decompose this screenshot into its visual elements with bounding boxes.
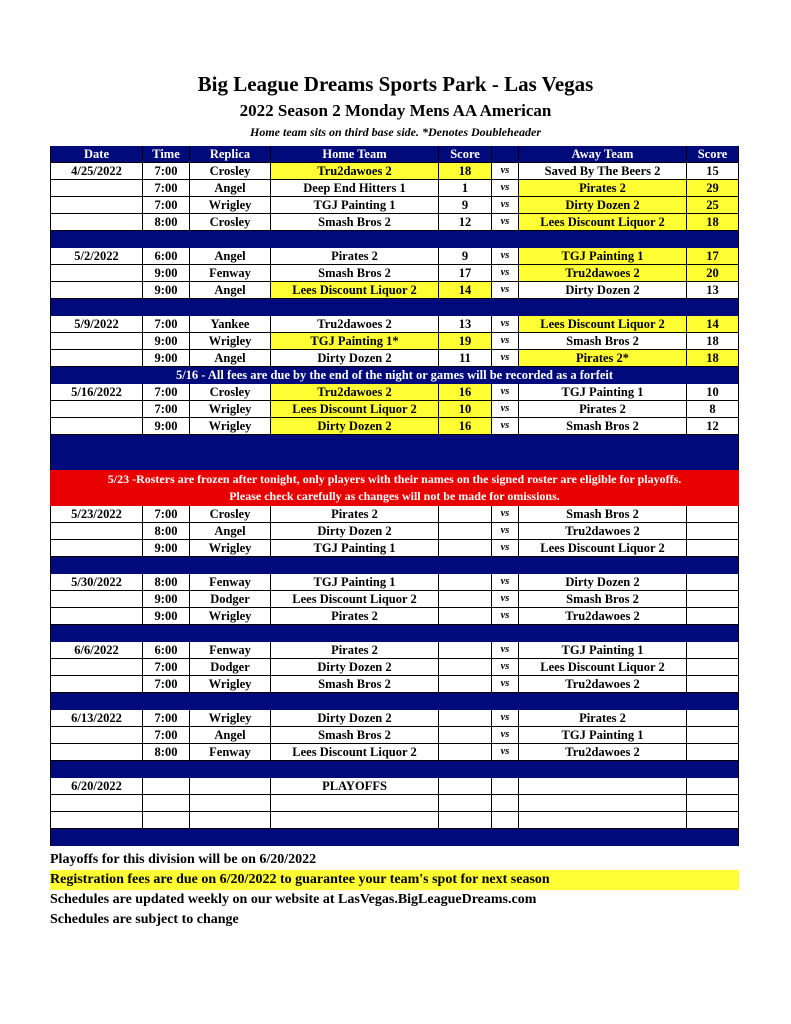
vs-cell: vs (492, 197, 519, 214)
table-row (50, 574, 739, 591)
time-cell: 7:00 (143, 384, 190, 401)
replica-cell: Angel (190, 282, 271, 299)
date-cell (50, 197, 143, 214)
vs-cell (492, 812, 519, 829)
away-score-cell (687, 591, 739, 608)
replica-cell: Angel (190, 180, 271, 197)
replica-cell: Wrigley (190, 333, 271, 350)
home-team-cell: Smash Bros 2 (271, 214, 439, 231)
vs-cell: vs (492, 401, 519, 418)
column-header: Time (143, 146, 190, 163)
home-team-cell: Tru2dawoes 2 (271, 384, 439, 401)
vs-cell: vs (492, 163, 519, 180)
home-score-cell (439, 506, 492, 523)
column-header: Score (687, 146, 739, 163)
home-score-cell: 1 (439, 180, 492, 197)
vs-cell: vs (492, 316, 519, 333)
column-header (492, 146, 519, 163)
home-team-cell: Lees Discount Liquor 2 (271, 591, 439, 608)
table-row (50, 778, 739, 795)
vs-cell: vs (492, 574, 519, 591)
replica-cell: Angel (190, 727, 271, 744)
table-row (50, 333, 739, 350)
home-score-cell: 16 (439, 418, 492, 435)
page-title: Big League Dreams Sports Park - Las Vegas (197, 72, 594, 96)
table-row (50, 248, 739, 265)
away-team-cell: Smash Bros 2 (519, 506, 687, 523)
table-row (50, 384, 739, 401)
away-team-cell: Tru2dawoes 2 (519, 523, 687, 540)
home-team-cell: Dirty Dozen 2 (271, 350, 439, 367)
home-team-cell: TGJ Painting 1 (271, 574, 439, 591)
table-row (50, 265, 739, 282)
home-score-cell: 13 (439, 316, 492, 333)
footer-change: Schedules are subject to change (50, 912, 239, 927)
time-cell: 7:00 (143, 727, 190, 744)
away-score-cell: 17 (687, 248, 739, 265)
vs-cell: vs (492, 282, 519, 299)
vs-cell: vs (492, 523, 519, 540)
page-subtitle: 2022 Season 2 Monday Mens AA American (239, 101, 552, 120)
replica-cell: Crosley (190, 384, 271, 401)
away-team-cell: Pirates 2* (519, 350, 687, 367)
home-team-cell: Tru2dawoes 2 (271, 163, 439, 180)
replica-cell: Wrigley (190, 197, 271, 214)
away-score-cell (687, 642, 739, 659)
column-header: Away Team (519, 146, 687, 163)
away-score-cell: 25 (687, 197, 739, 214)
away-score-cell (687, 676, 739, 693)
replica-cell: Wrigley (190, 540, 271, 557)
away-score-cell (687, 523, 739, 540)
replica-cell: Wrigley (190, 676, 271, 693)
date-cell (50, 591, 143, 608)
away-team-cell: Smash Bros 2 (519, 333, 687, 350)
time-cell: 7:00 (143, 710, 190, 727)
away-score-cell (687, 574, 739, 591)
home-team-cell: TGJ Painting 1 (271, 540, 439, 557)
table-row (50, 795, 739, 812)
home-team-cell: Dirty Dozen 2 (271, 523, 439, 540)
vs-cell: vs (492, 265, 519, 282)
home-team-cell: Smash Bros 2 (271, 676, 439, 693)
date-cell (50, 282, 143, 299)
table-row (50, 316, 739, 333)
away-score-cell (687, 795, 739, 812)
time-cell: 8:00 (143, 523, 190, 540)
vs-cell: vs (492, 350, 519, 367)
vs-cell: vs (492, 214, 519, 231)
away-score-cell: 18 (687, 214, 739, 231)
replica-cell (190, 795, 271, 812)
time-cell: 6:00 (143, 642, 190, 659)
home-score-cell: 11 (439, 350, 492, 367)
vs-cell: vs (492, 676, 519, 693)
separator-band (50, 299, 739, 316)
home-team-cell: Dirty Dozen 2 (271, 659, 439, 676)
time-cell: 9:00 (143, 350, 190, 367)
away-team-cell: Lees Discount Liquor 2 (519, 540, 687, 557)
replica-cell: Wrigley (190, 710, 271, 727)
home-score-cell (439, 659, 492, 676)
away-team-cell: Lees Discount Liquor 2 (519, 214, 687, 231)
replica-cell: Crosley (190, 163, 271, 180)
away-team-cell: Lees Discount Liquor 2 (519, 659, 687, 676)
table-row (50, 710, 739, 727)
home-team-cell: Tru2dawoes 2 (271, 316, 439, 333)
away-score-cell (687, 506, 739, 523)
home-score-cell (439, 710, 492, 727)
vs-cell: vs (492, 642, 519, 659)
vs-cell: vs (492, 591, 519, 608)
away-score-cell (687, 778, 739, 795)
away-score-cell (687, 812, 739, 829)
vs-cell: vs (492, 659, 519, 676)
date-cell (50, 214, 143, 231)
away-score-cell (687, 659, 739, 676)
vs-cell: vs (492, 744, 519, 761)
table-row (50, 591, 739, 608)
time-cell: 8:00 (143, 574, 190, 591)
away-team-cell: Dirty Dozen 2 (519, 197, 687, 214)
away-team-cell (519, 812, 687, 829)
home-score-cell (439, 778, 492, 795)
time-cell (143, 812, 190, 829)
away-team-cell: Pirates 2 (519, 180, 687, 197)
time-cell: 7:00 (143, 197, 190, 214)
replica-cell: Wrigley (190, 608, 271, 625)
date-cell: 5/16/2022 (50, 384, 143, 401)
away-team-cell: Dirty Dozen 2 (519, 282, 687, 299)
fee-notice: 5/16 - All fees are due by the end of the night or games will be recorded as a forfeit (50, 367, 739, 384)
home-score-cell: 16 (439, 384, 492, 401)
replica-cell: Angel (190, 523, 271, 540)
date-cell (50, 523, 143, 540)
away-score-cell: 10 (687, 384, 739, 401)
away-score-cell (687, 744, 739, 761)
time-cell (143, 795, 190, 812)
home-team-cell (271, 795, 439, 812)
replica-cell: Angel (190, 350, 271, 367)
home-score-cell (439, 608, 492, 625)
vs-cell: vs (492, 418, 519, 435)
away-team-cell (519, 795, 687, 812)
away-score-cell: 29 (687, 180, 739, 197)
home-team-cell: TGJ Painting 1 (271, 197, 439, 214)
column-header: Score (439, 146, 492, 163)
away-score-cell: 15 (687, 163, 739, 180)
separator-band (50, 625, 739, 642)
separator-band (50, 435, 739, 470)
away-team-cell: TGJ Painting 1 (519, 384, 687, 401)
table-row (50, 350, 739, 367)
table-row (50, 418, 739, 435)
replica-cell: Wrigley (190, 418, 271, 435)
home-score-cell: 9 (439, 197, 492, 214)
vs-cell: vs (492, 540, 519, 557)
replica-cell: Crosley (190, 506, 271, 523)
footer-playoffs: Playoffs for this division will be on 6/20/2022 (50, 852, 317, 867)
home-team-cell: Lees Discount Liquor 2 (271, 744, 439, 761)
home-score-cell (439, 727, 492, 744)
separator-band (50, 829, 739, 846)
home-team-cell: Pirates 2 (271, 642, 439, 659)
home-team-cell: Pirates 2 (271, 248, 439, 265)
home-score-cell: 12 (439, 214, 492, 231)
away-team-cell: Lees Discount Liquor 2 (519, 316, 687, 333)
table-row (50, 197, 739, 214)
table-header-row (50, 146, 739, 163)
roster-notice (50, 470, 739, 506)
time-cell: 7:00 (143, 676, 190, 693)
home-team-cell: TGJ Painting 1* (271, 333, 439, 350)
away-team-cell: Saved By The Beers 2 (519, 163, 687, 180)
home-team-cell: Smash Bros 2 (271, 265, 439, 282)
time-cell: 8:00 (143, 214, 190, 231)
home-score-cell (439, 591, 492, 608)
vs-cell (492, 778, 519, 795)
date-cell (50, 333, 143, 350)
home-team-cell: Dirty Dozen 2 (271, 710, 439, 727)
column-header: Home Team (271, 146, 439, 163)
time-cell: 8:00 (143, 744, 190, 761)
separator-band (50, 693, 739, 710)
time-cell: 9:00 (143, 333, 190, 350)
home-score-cell (439, 523, 492, 540)
time-cell: 9:00 (143, 282, 190, 299)
home-score-cell: 17 (439, 265, 492, 282)
home-score-cell: 14 (439, 282, 492, 299)
away-team-cell: Tru2dawoes 2 (519, 265, 687, 282)
away-team-cell (519, 778, 687, 795)
date-cell (50, 676, 143, 693)
vs-cell: vs (492, 608, 519, 625)
away-score-cell: 20 (687, 265, 739, 282)
vs-cell: vs (492, 727, 519, 744)
home-score-cell (439, 540, 492, 557)
replica-cell: Fenway (190, 744, 271, 761)
home-team-cell: Pirates 2 (271, 608, 439, 625)
home-team-cell: Smash Bros 2 (271, 727, 439, 744)
time-cell: 9:00 (143, 591, 190, 608)
date-cell (50, 418, 143, 435)
table-row (50, 727, 739, 744)
replica-cell: Dodger (190, 659, 271, 676)
away-score-cell: 18 (687, 333, 739, 350)
table-row (50, 180, 739, 197)
away-score-cell (687, 727, 739, 744)
table-row (50, 642, 739, 659)
date-cell (50, 727, 143, 744)
home-score-cell: 10 (439, 401, 492, 418)
away-team-cell: Smash Bros 2 (519, 591, 687, 608)
vs-cell (492, 795, 519, 812)
date-cell: 5/30/2022 (50, 574, 143, 591)
time-cell: 6:00 (143, 248, 190, 265)
time-cell: 7:00 (143, 316, 190, 333)
home-score-cell: 18 (439, 163, 492, 180)
replica-cell: Fenway (190, 265, 271, 282)
vs-cell: vs (492, 506, 519, 523)
roster-notice-line: 5/23 -Rosters are frozen after tonight, only players with their names on the signed roster are eligible for playoffs. (107, 472, 682, 486)
separator-band (50, 231, 739, 248)
away-team-cell: Tru2dawoes 2 (519, 744, 687, 761)
time-cell: 7:00 (143, 180, 190, 197)
away-score-cell: 18 (687, 350, 739, 367)
date-cell (50, 744, 143, 761)
home-team-cell: Lees Discount Liquor 2 (271, 282, 439, 299)
date-cell (50, 795, 143, 812)
column-header: Replica (190, 146, 271, 163)
time-cell: 7:00 (143, 163, 190, 180)
date-cell: 4/25/2022 (50, 163, 143, 180)
away-score-cell: 14 (687, 316, 739, 333)
home-score-cell (439, 574, 492, 591)
away-team-cell: Tru2dawoes 2 (519, 608, 687, 625)
table-row (50, 523, 739, 540)
header-note: Home team sits on third base side. *Denotes Doubleheader (250, 125, 541, 139)
replica-cell: Fenway (190, 642, 271, 659)
away-team-cell: TGJ Painting 1 (519, 727, 687, 744)
home-score-cell (439, 676, 492, 693)
table-row (50, 540, 739, 557)
home-team-cell: Deep End Hitters 1 (271, 180, 439, 197)
home-score-cell (439, 642, 492, 659)
date-cell (50, 350, 143, 367)
table-row (50, 608, 739, 625)
date-cell (50, 540, 143, 557)
time-cell (143, 778, 190, 795)
home-team-cell: Dirty Dozen 2 (271, 418, 439, 435)
away-team-cell: Pirates 2 (519, 710, 687, 727)
vs-cell: vs (492, 384, 519, 401)
away-team-cell: Tru2dawoes 2 (519, 676, 687, 693)
separator-band (50, 761, 739, 778)
away-score-cell (687, 540, 739, 557)
time-cell: 7:00 (143, 659, 190, 676)
vs-cell: vs (492, 248, 519, 265)
date-cell (50, 180, 143, 197)
home-score-cell: 19 (439, 333, 492, 350)
home-score-cell: 9 (439, 248, 492, 265)
date-cell: 6/13/2022 (50, 710, 143, 727)
footer-registration: Registration fees are due on 6/20/2022 to guarantee your team's spot for next season (50, 870, 739, 890)
table-row (50, 812, 739, 829)
column-header: Date (50, 146, 143, 163)
table-row (50, 744, 739, 761)
time-cell: 9:00 (143, 265, 190, 282)
replica-cell: Fenway (190, 574, 271, 591)
replica-cell (190, 778, 271, 795)
time-cell: 7:00 (143, 401, 190, 418)
time-cell: 9:00 (143, 608, 190, 625)
away-score-cell: 13 (687, 282, 739, 299)
table-row (50, 282, 739, 299)
replica-cell: Yankee (190, 316, 271, 333)
away-score-cell (687, 710, 739, 727)
away-team-cell: Dirty Dozen 2 (519, 574, 687, 591)
vs-cell: vs (492, 333, 519, 350)
table-row (50, 214, 739, 231)
date-cell: 6/6/2022 (50, 642, 143, 659)
away-team-cell: Smash Bros 2 (519, 418, 687, 435)
vs-cell: vs (492, 710, 519, 727)
away-score-cell (687, 608, 739, 625)
away-team-cell: TGJ Painting 1 (519, 248, 687, 265)
schedule-table (50, 146, 739, 846)
away-score-cell: 8 (687, 401, 739, 418)
footer-website: Schedules are updated weekly on our website at LasVegas.BigLeagueDreams.com (50, 892, 537, 907)
separator-band (50, 557, 739, 574)
home-team-cell: PLAYOFFS (271, 778, 439, 795)
home-score-cell (439, 795, 492, 812)
time-cell: 9:00 (143, 540, 190, 557)
home-score-cell (439, 812, 492, 829)
date-cell (50, 608, 143, 625)
replica-cell (190, 812, 271, 829)
home-team-cell: Pirates 2 (271, 506, 439, 523)
date-cell: 5/9/2022 (50, 316, 143, 333)
away-team-cell: TGJ Painting 1 (519, 642, 687, 659)
date-cell (50, 401, 143, 418)
date-cell (50, 265, 143, 282)
home-team-cell: Lees Discount Liquor 2 (271, 401, 439, 418)
date-cell (50, 812, 143, 829)
roster-notice-line: Please check carefully as changes will not be made for omissions. (229, 489, 560, 503)
replica-cell: Angel (190, 248, 271, 265)
home-team-cell (271, 812, 439, 829)
table-row (50, 163, 739, 180)
replica-cell: Crosley (190, 214, 271, 231)
time-cell: 9:00 (143, 418, 190, 435)
replica-cell: Wrigley (190, 401, 271, 418)
date-cell: 5/23/2022 (50, 506, 143, 523)
away-score-cell: 12 (687, 418, 739, 435)
table-row (50, 676, 739, 693)
date-cell: 5/2/2022 (50, 248, 143, 265)
home-score-cell (439, 744, 492, 761)
vs-cell: vs (492, 180, 519, 197)
table-row (50, 659, 739, 676)
time-cell: 7:00 (143, 506, 190, 523)
date-cell (50, 659, 143, 676)
table-row (50, 401, 739, 418)
replica-cell: Dodger (190, 591, 271, 608)
away-team-cell: Pirates 2 (519, 401, 687, 418)
table-row (50, 506, 739, 523)
date-cell: 6/20/2022 (50, 778, 143, 795)
